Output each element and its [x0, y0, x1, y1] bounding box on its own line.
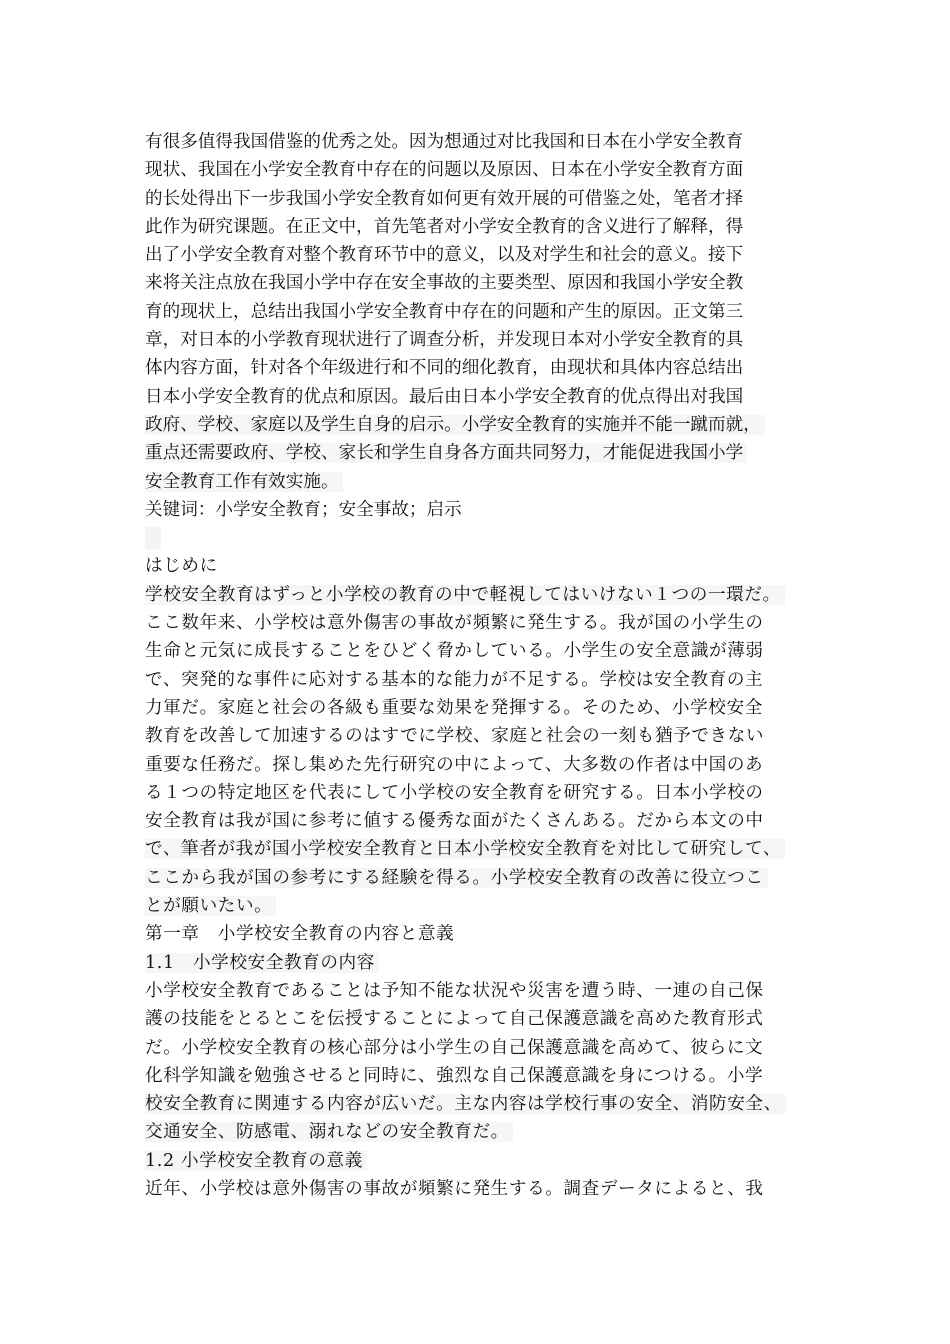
intro-line-text: とが願いたい。: [145, 896, 276, 916]
abstract-line: 日本小学安全教育的优点和原因。最后由日本小学安全教育的优点得出对我国: [145, 386, 744, 407]
section-line: 小学校安全教育であることは予知不能な状況や災害を遭う時、一連の自己保: [145, 980, 764, 1001]
abstract-line-text: 重点还需要政府、学校、家长和学生自身各方面共同努力，才能促进我国小学: [145, 443, 747, 463]
abstract-line: [145, 411, 825, 439]
section-line: [145, 1090, 825, 1118]
intro-line-text: ここから我が国の参考にする経験を得る。小学校安全教育の改善に役立つこ: [145, 868, 768, 888]
blank-line: [145, 524, 825, 552]
intro-line-text: で、筆者が我が国小学校安全教育と日本小学校安全教育を対比して研究して、: [145, 839, 785, 859]
intro-line-text: 学校安全教育はずっと小学校の教育の中で軽視してはいけない１つの一環だ。: [145, 585, 785, 605]
intro-line: 生命と元気に成長することをひどく脅かしている。小学生の安全意識が薄弱: [145, 641, 764, 662]
intro-line: 教育を改善して加速するのはすでに学校、家庭と社会の一刻も猶予できない: [145, 726, 765, 747]
section-line: 近年、小学校は意外傷害の事故が頻繁に発生する。調査データによると、我: [145, 1178, 764, 1199]
abstract-line: [145, 439, 825, 467]
abstract-line: 来将关注点放在我国小学中存在安全事故的主要类型、原因和我国小学安全教: [145, 273, 744, 294]
abstract-line: 出了小学安全教育对整个教育环节中的意义，以及对学生和社会的意义。接下: [145, 245, 744, 266]
abstract-line-text: 政府、学校、家庭以及学生自身的启示。小学安全教育的实施并不能一蹴而就，: [145, 415, 765, 435]
intro-line: [145, 864, 825, 892]
abstract-line: 育的现状上，总结出我国小学安全教育中存在的问题和产生的原因。正文第三: [145, 301, 744, 322]
abstract-line: 的长处得出下一步我国小学安全教育如何更有效开展的可借鉴之处，笔者才择: [145, 188, 744, 209]
section-heading: [145, 1147, 825, 1175]
section-line-text: 校安全教育に関連する内容が広いだ。主な内容は学校行事の安全、消防安全、: [145, 1094, 786, 1114]
abstract-line: 有很多值得我国借鉴的优秀之处。因为想通过对比我国和日本在小学安全教育: [145, 132, 744, 152]
section-1-2-paragraph: [145, 1175, 825, 1203]
abstract-line-text: 安全教育工作有效实施。: [145, 472, 343, 492]
document-body: [145, 128, 825, 1203]
intro-heading: はじめに: [145, 556, 218, 577]
section-line: 護の技能をとるとこを伝授することによって自己保護意識を高めた教育形式: [145, 1009, 764, 1030]
intro-line: ここ数年来、小学校は意外傷害の事故が頻繁に発生する。我が国の小学生の: [145, 613, 764, 634]
abstract-line: 此作为研究课题。在正文中，首先笔者对小学安全教育的含义进行了解释，得: [145, 216, 744, 237]
abstract-line: 章，对日本的小学教育现状进行了调查分析，并发现日本对小学安全教育的具: [145, 330, 744, 351]
abstract-line: 体内容方面，针对各个年级进行和不同的细化教育，由现状和具体内容总结出: [145, 358, 744, 379]
empty-paragraph-marker: [145, 527, 161, 549]
keywords-line: 关键词：小学安全教育；安全事故；启示: [145, 499, 462, 520]
section-line-text: 交通安全、防感電、溺れなどの安全教育だ。: [145, 1122, 513, 1142]
section-heading: [145, 949, 825, 977]
intro-paragraph: [145, 581, 825, 921]
section-line: 化科学知識を勉強させると同時に、強烈な自己保護意識を身につける。小学: [145, 1065, 764, 1086]
section-line: だ。小学校安全教育の核心部分は小学生の自己保護意識を高めて、彼らに文: [145, 1037, 764, 1058]
section-heading-text: 1.1 小学校安全教育の内容: [145, 953, 379, 973]
intro-line: [145, 581, 825, 609]
intro-line: で、突発的な事件に応対する基本的な能力が不足する。学校は安全教育の主: [145, 669, 764, 690]
intro-line: [145, 835, 825, 863]
intro-line: る１つの特定地区を代表にして小学校の安全教育を研究する。日本小学校の: [145, 782, 764, 803]
abstract-line: 现状、我国在小学安全教育中存在的问题以及原因、日本在小学安全教育方面: [145, 160, 744, 181]
section-line: [145, 1118, 825, 1146]
intro-line: [145, 892, 825, 920]
abstract-line: [145, 468, 825, 496]
intro-line: 重要な任務だ。探し集めた先行研究の中によって、大多数の作者は中国のあ: [145, 754, 764, 775]
section-1-1-paragraph: [145, 977, 825, 1147]
abstract-paragraph: [145, 128, 825, 496]
chapter-heading: 第一章 小学校安全教育の内容と意義: [145, 924, 455, 945]
section-heading-text: 1.2 小学校安全教育の意義: [145, 1151, 367, 1171]
intro-line: 安全教育は我が国に参考に値する優秀な面がたくさんある。だから本文の中: [145, 811, 764, 832]
intro-line: 力軍だ。家庭と社会の各級も重要な効果を発揮する。そのため、小学校安全: [145, 697, 763, 718]
